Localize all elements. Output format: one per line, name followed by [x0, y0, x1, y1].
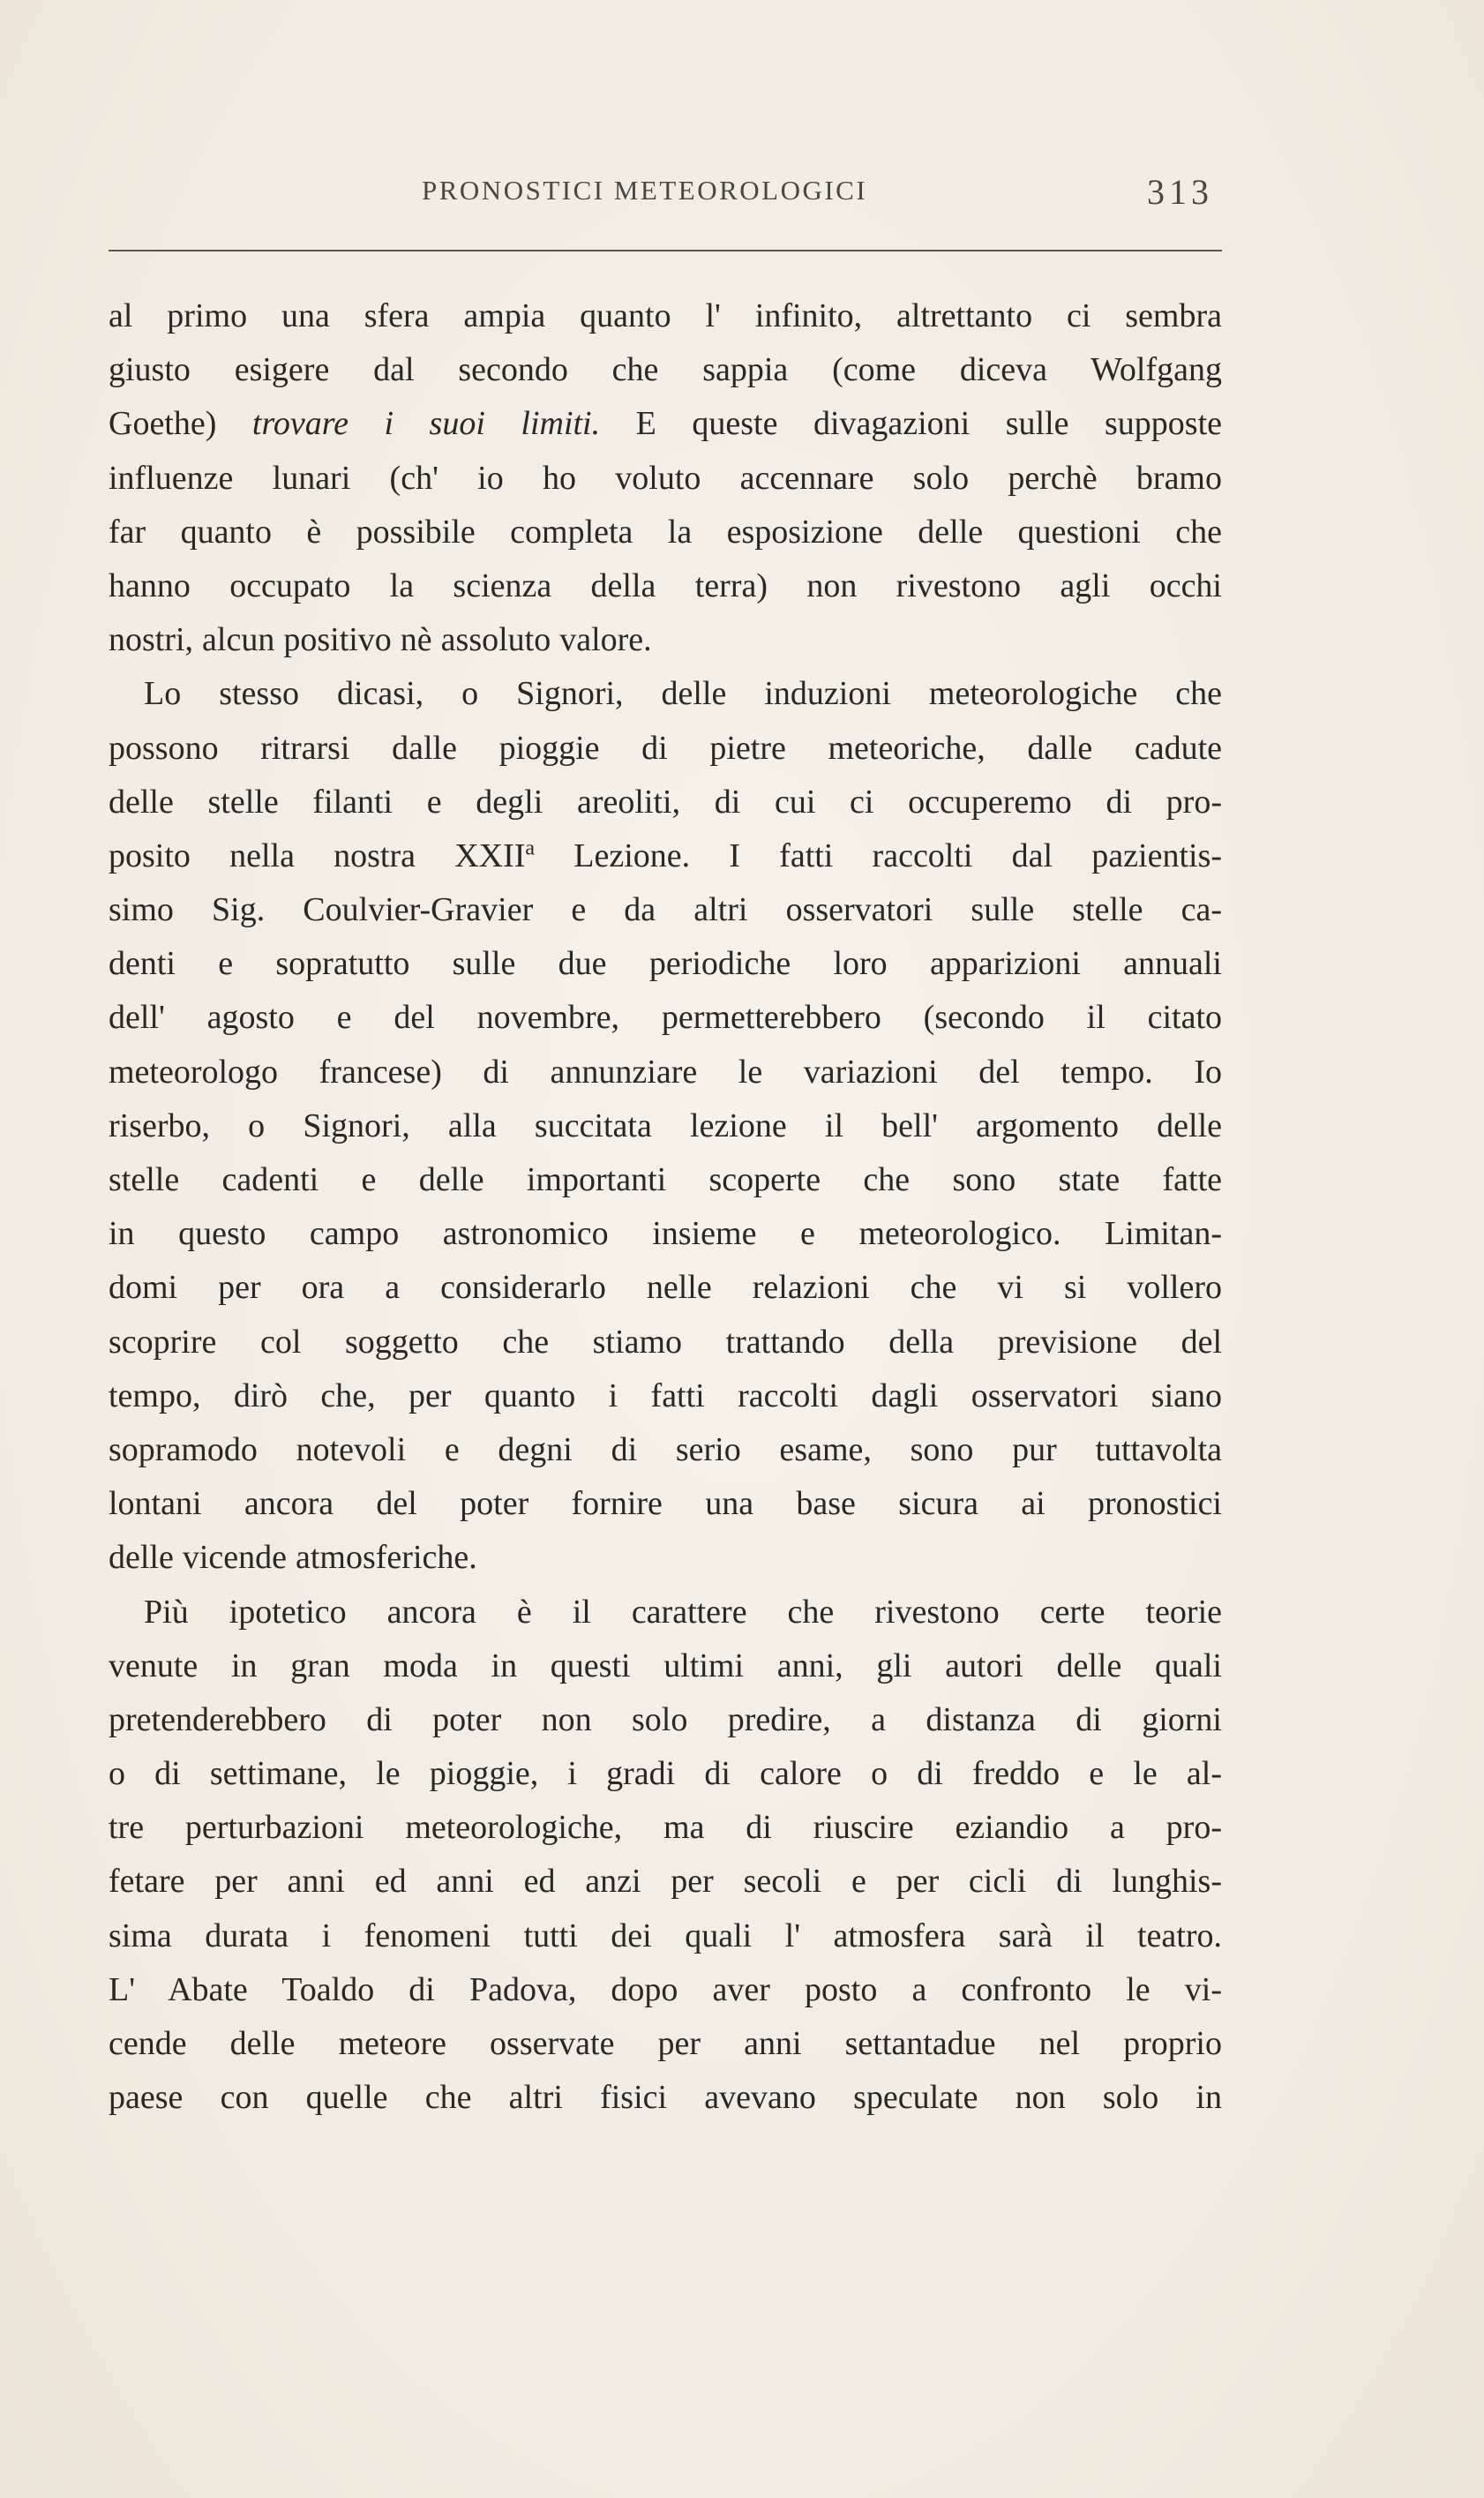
line-text: nostri, alcun positivo nè assoluto valore.: [109, 621, 652, 659]
text-line: [109, 1531, 1222, 1585]
line-text: posito nella nostra XXII: [109, 836, 526, 874]
line-text: L' Abate Toaldo di Padova, dopo aver posto a confronto le vi-: [109, 1970, 1222, 2008]
line-text: venute in gran moda in questi ultimi anni, gli autori delle quali: [109, 1647, 1222, 1684]
line-text: dell' agosto e del novembre, permetterebbero (secondo il citato: [109, 999, 1222, 1037]
line-text: giusto esigere dal secondo che sappia (come diceva Wolfgang: [109, 351, 1222, 389]
italic-text: trovare i suoi limiti.: [251, 405, 601, 443]
line-text: possono ritrarsi dalle pioggie di pietre meteoriche, dalle cadute: [109, 729, 1222, 767]
text-line: [109, 1477, 1222, 1531]
text-line: [109, 1586, 1222, 1639]
text-line: [109, 1747, 1222, 1801]
line-text: simo Sig. Coulvier-Gravier e da altri osservatori sulle stelle ca-: [109, 891, 1222, 929]
text-line: [109, 1801, 1222, 1855]
line-text: Più ipotetico ancora è il carattere che rivestono certe teorie: [144, 1593, 1222, 1631]
body-text: [109, 289, 1222, 2125]
text-line: [109, 1207, 1222, 1261]
text-line: [109, 1909, 1222, 1963]
text-line: [109, 722, 1222, 776]
line-text: Goethe): [109, 405, 252, 443]
line-text: al primo una sfera ampia quanto l' infinito, altrettanto ci sembra: [109, 297, 1222, 334]
text-line: [109, 883, 1222, 937]
text-line: [109, 1316, 1222, 1369]
text-line: [109, 1369, 1222, 1423]
text-line: [109, 937, 1222, 991]
line-text: denti e sopratutto sulle due periodiche loro apparizioni annuali: [109, 945, 1222, 983]
line-text: hanno occupato la scienza della terra) non rivestono agli occhi: [109, 566, 1222, 604]
text-line: [109, 829, 1222, 883]
line-text: cende delle meteore osservate per anni settantadue nel proprio: [109, 2025, 1222, 2062]
text-line: [109, 397, 1222, 451]
line-text: fetare per anni ed anni ed anzi per secoli e per cicli di lunghis-: [109, 1863, 1222, 1901]
line-text: scoprire col soggetto che stiamo trattando della previsione del: [109, 1323, 1222, 1361]
line-text: lontani ancora del poter fornire una base sicura ai pronostici: [109, 1485, 1222, 1523]
line-text: Lezione. I fatti raccolti dal pazientis-: [535, 836, 1222, 874]
text-line: [109, 667, 1222, 721]
line-text: in questo campo astronomico insieme e meteorologico. Limitan-: [109, 1215, 1222, 1253]
line-text: far quanto è possibile completa la esposizione delle questioni che: [109, 513, 1222, 551]
line-text: delle stelle filanti e degli areoliti, di cui ci occuperemo di pro-: [109, 783, 1222, 821]
line-text: Lo stesso dicasi, o Signori, delle induzioni meteorologiche che: [144, 675, 1222, 713]
text-line: [109, 1693, 1222, 1747]
text-line: [109, 559, 1222, 613]
header-rule: [109, 250, 1222, 251]
text-line: [109, 1099, 1222, 1153]
running-head: PRONOSTICI METEOROLOGICI: [422, 175, 868, 206]
line-text: delle vicende atmosferiche.: [109, 1539, 477, 1577]
line-text: domi per ora a considerarlo nelle relazioni che vi si vollero: [109, 1269, 1222, 1307]
line-text: E queste divagazioni sulle supposte: [600, 405, 1222, 443]
text-line: [109, 2071, 1222, 2125]
text-line: [109, 991, 1222, 1045]
text-line: [109, 2017, 1222, 2071]
line-text: tempo, dirò che, per quanto i fatti raccolti dagli osservatori siano: [109, 1377, 1222, 1414]
text-line: [109, 613, 1222, 667]
text-line: [109, 289, 1222, 343]
text-line: [109, 1855, 1222, 1909]
text-line: [109, 506, 1222, 559]
text-line: [109, 1423, 1222, 1477]
line-text: tre perturbazioni meteorologiche, ma di riuscire eziandio a pro-: [109, 1809, 1222, 1847]
text-line: [109, 776, 1222, 829]
text-line: [109, 1046, 1222, 1099]
line-text: influenze lunari (ch' io ho voluto accennare solo perchè bramo: [109, 459, 1222, 497]
line-text: paese con quelle che altri fisici avevano speculate non solo in: [109, 2079, 1222, 2117]
line-text: meteorologo francese) di annunziare le variazioni del tempo. Io: [109, 1053, 1222, 1091]
text-line: [109, 452, 1222, 506]
line-text: sopramodo notevoli e degni di serio esame, sono pur tuttavolta: [109, 1430, 1222, 1468]
line-text: riserbo, o Signori, alla succitata lezione il bell' argomento delle: [109, 1106, 1222, 1144]
line-text: stelle cadenti e delle importanti scoperte che sono state fatte: [109, 1161, 1222, 1198]
text-line: [109, 1153, 1222, 1207]
text-line: [109, 1963, 1222, 2017]
text-line: [109, 1639, 1222, 1693]
page-header: [109, 172, 1220, 221]
text-line: [109, 1261, 1222, 1315]
text-line: [109, 343, 1222, 397]
line-text: pretenderebbero di poter non solo predire, a distanza di giorni: [109, 1700, 1222, 1738]
line-text: o di settimane, le pioggie, i gradi di calore o di freddo e le al-: [109, 1755, 1222, 1793]
page-number: 313: [1147, 172, 1213, 212]
superscript: a: [525, 836, 536, 860]
line-text: sima durata i fenomeni tutti dei quali l' atmosfera sarà il teatro.: [109, 1917, 1222, 1954]
